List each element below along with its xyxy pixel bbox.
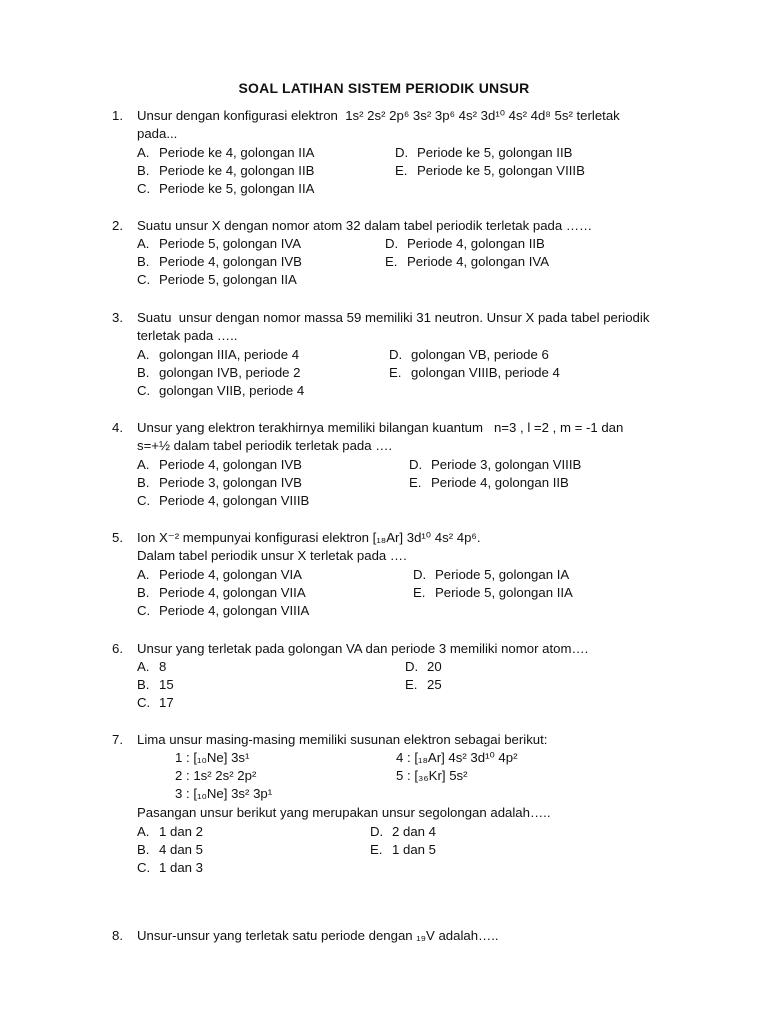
option-b: B. Periode 3, golongan IVB: [137, 474, 302, 490]
option-e: E. Periode 4, golongan IVA: [385, 254, 549, 270]
option-a: A. 8: [137, 659, 167, 675]
question-8: [112, 927, 657, 945]
option-e: E. 1 dan 5: [370, 841, 436, 857]
question-7: [112, 731, 657, 878]
answer-options: [137, 144, 657, 199]
question-number: 2.: [112, 218, 123, 233]
option-c: C. Periode 4, golongan VIIIA: [137, 602, 310, 618]
question-text: Suatu unsur dengan nomor massa 59 memiliki 31 neutron. Unsur X pada tabel periodik: [137, 310, 650, 325]
option-c: C. golongan VIIB, periode 4: [137, 382, 305, 398]
option-e: E. 25: [405, 677, 442, 693]
option-d: D. 20: [405, 659, 442, 675]
option-a: A. Periode 5, golongan IVA: [137, 236, 301, 252]
question-number: 8.: [112, 928, 123, 943]
question-number: 3.: [112, 310, 123, 325]
option-e: E. golongan VIIIB, periode 4: [389, 364, 560, 380]
question-text-cont: s=+½ dalam tabel periodik terletak pada ….: [137, 438, 393, 454]
option-a: A. golongan IIIA, periode 4: [137, 346, 300, 362]
option-d: D. Periode ke 5, golongan IIB: [395, 144, 573, 160]
option-d: D. Periode 3, golongan VIIIB: [409, 456, 582, 472]
question-text-cont: Dalam tabel periodik unsur X terletak pada ….: [137, 548, 407, 564]
option-d: D. golongan VB, periode 6: [389, 346, 549, 362]
option-c: C. 1 dan 3: [137, 859, 203, 875]
option-c: C. Periode 5, golongan IIA: [137, 272, 297, 288]
answer-options: [137, 235, 657, 290]
option-c: C. Periode 4, golongan VIIIB: [137, 492, 310, 508]
option-b: B. 4 dan 5: [137, 841, 203, 857]
config-list: [112, 749, 657, 804]
question-4: [112, 419, 657, 511]
question-number: 5.: [112, 530, 123, 545]
question-text-cont: Pasangan unsur berikut yang merupakan unsur segolongan adalah…..: [137, 805, 551, 821]
config-item-1: 1 : [₁₀Ne] 3s¹: [175, 750, 250, 766]
option-e: E. Periode 5, golongan IIA: [413, 584, 573, 600]
option-a: A. 1 dan 2: [137, 823, 203, 839]
option-a: A. Periode 4, golongan VIA: [137, 566, 302, 582]
option-c: C. 17: [137, 695, 174, 711]
config-item-4: 4 : [₁₈Ar] 4s² 3d¹⁰ 4p²: [396, 750, 518, 766]
question-text: Lima unsur masing-masing memiliki susunan elektron sebagai berikut:: [137, 732, 548, 747]
answer-options: [137, 346, 657, 401]
question-6: [112, 640, 657, 713]
question-5: [112, 529, 657, 621]
option-b: B. golongan IVB, periode 2: [137, 364, 301, 380]
answer-options: [137, 566, 657, 621]
option-b: B. Periode 4, golongan IVB: [137, 254, 302, 270]
question-text: Unsur dengan konfigurasi elektron 1s² 2s² 2p⁶ 3s² 3p⁶ 4s² 3d¹⁰ 4s² 4d⁸ 5s² terletak: [137, 108, 620, 123]
option-d: D. Periode 4, golongan IIB: [385, 236, 545, 252]
config-item-2: 2 : 1s² 2s² 2p²: [175, 768, 257, 784]
option-d: D. Periode 5, golongan IA: [413, 566, 570, 582]
question-text-cont: terletak pada …..: [137, 328, 238, 344]
question-text: Suatu unsur X dengan nomor atom 32 dalam tabel periodik terletak pada ……: [137, 218, 593, 233]
answer-options: [137, 456, 657, 511]
option-e: E. Periode 4, golongan IIB: [409, 474, 569, 490]
question-1: [112, 107, 657, 199]
question-number: 1.: [112, 108, 123, 123]
answer-options: [137, 823, 657, 878]
answer-options: [137, 658, 657, 713]
option-e: E. Periode ke 5, golongan VIIIB: [395, 162, 585, 178]
option-b: B. 15: [137, 677, 174, 693]
option-a: A. Periode 4, golongan IVB: [137, 456, 302, 472]
option-d: D. 2 dan 4: [370, 823, 436, 839]
question-text: Unsur-unsur yang terletak satu periode dengan ₁₉V adalah…..: [137, 928, 499, 943]
question-3: [112, 309, 657, 401]
question-text: Ion X⁻² mempunyai konfigurasi elektron [₁₈Ar] 3d¹⁰ 4s² 4p⁶.: [137, 530, 481, 545]
question-text: Unsur yang elektron terakhirnya memiliki bilangan kuantum n=3 , l =2 , m = -1 dan: [137, 420, 624, 435]
option-c: C. Periode ke 5, golongan IIA: [137, 180, 315, 196]
config-item-3: 3 : [₁₀Ne] 3s² 3p¹: [175, 786, 273, 802]
option-b: B. Periode 4, golongan VIIA: [137, 584, 306, 600]
question-number: 4.: [112, 420, 123, 435]
question-text-cont: pada...: [137, 126, 178, 142]
question-number: 6.: [112, 641, 123, 656]
config-item-5: 5 : [₃₆Kr] 5s²: [396, 768, 468, 784]
option-b: B. Periode ke 4, golongan IIB: [137, 162, 315, 178]
page-title: SOAL LATIHAN SISTEM PERIODIK UNSUR: [238, 80, 530, 96]
question-2: [112, 217, 657, 290]
question-number: 7.: [112, 732, 123, 747]
option-a: A. Periode ke 4, golongan IIA: [137, 144, 315, 160]
question-text: Unsur yang terletak pada golongan VA dan periode 3 memiliki nomor atom….: [137, 641, 589, 656]
